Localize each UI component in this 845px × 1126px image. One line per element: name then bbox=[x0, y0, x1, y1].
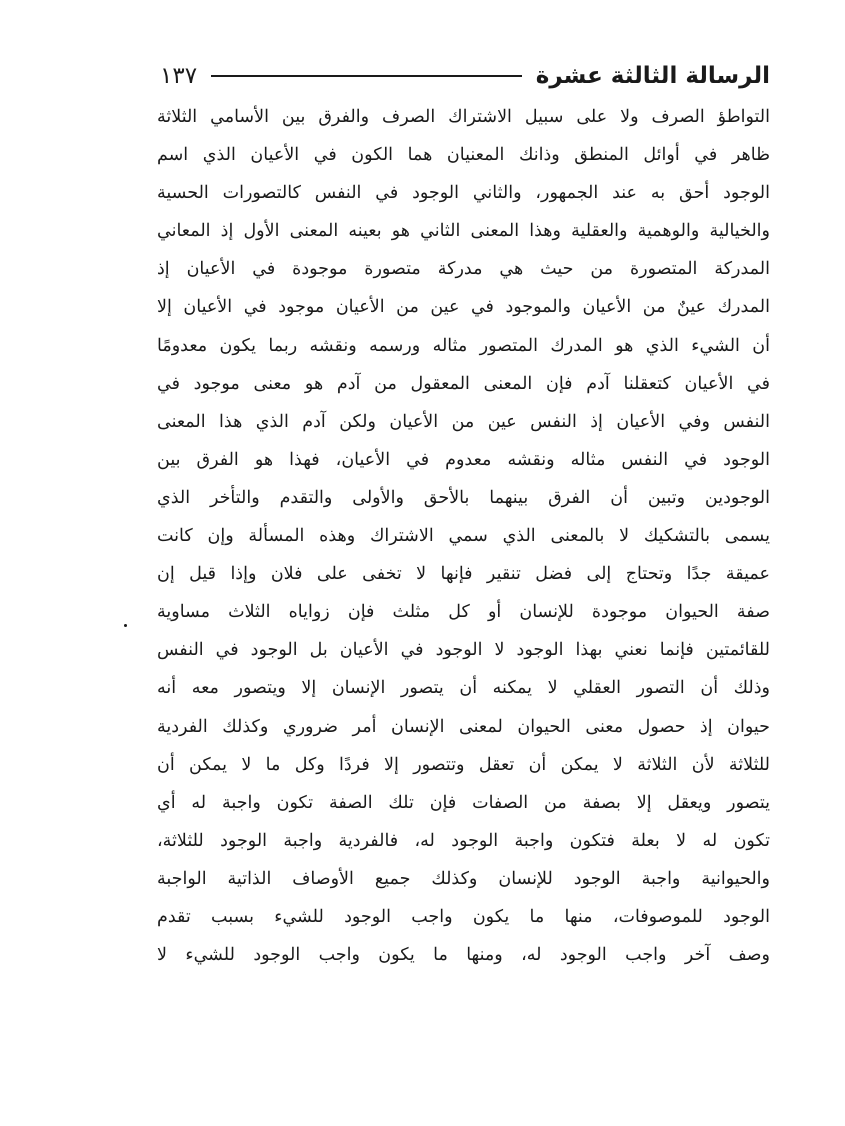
text-line: وصف آخر واجب الوجود له، ومنها ما يكون واجب الوجود للشيء لا bbox=[157, 945, 770, 966]
text-line: حيوان إذ حصول معنى الحيوان لمعنى الإنسان أمر ضروري وكذلك الفردية bbox=[157, 716, 770, 737]
text-line: الوجود للموصوفات، منها ما يكون واجب الوجود للشيء بسبب تقدم bbox=[157, 906, 770, 927]
text-line: الوجود في النفس مثاله ونقشه معدوم في الأعيان، فهذا هو الفرق بين bbox=[157, 449, 770, 470]
text-line: والحيوانية واجبة الوجود للإنسان وكذلك جميع الأوصاف الذاتية الواجبة bbox=[157, 868, 770, 889]
text-line: للثلاثة لأن الثلاثة لا يمكن أن تعقل وتتصور إلا فردًا وكل ما لا يمكن أن bbox=[157, 754, 770, 775]
text-line: تكون له لا بعلة فتكون واجبة الوجود له، فالفردية واجبة الوجود للثلاثة، bbox=[157, 830, 770, 851]
text-line: وذلك أن التصور العقلي لا يمكنه أن يتصور الإنسان إلا ويتصور معه أنه bbox=[157, 678, 770, 699]
text-line: النفس وفي الأعيان إذ النفس عين من الأعيان ولكن آدم الذي هذا المعنى bbox=[157, 411, 770, 432]
header-rule bbox=[211, 75, 522, 77]
margin-speck bbox=[124, 624, 127, 627]
text-line: والخيالية والوهمية والعقلية وهذا المعنى الثاني هو بعينه المعنى الأول إذ المعاني bbox=[157, 221, 770, 242]
text-line: أن الشيء الذي هو المدرك المتصور مثاله ورسمه ونقشه ربما يكون معدومًا bbox=[157, 335, 770, 356]
running-header bbox=[160, 54, 770, 98]
text-line: المدركة المتصورة من حيث هي مدركة متصورة موجودة في الأعيان إذ bbox=[157, 259, 770, 280]
body-text bbox=[157, 98, 770, 974]
text-line: ظاهر في أوائل المنطق وذانك المعنيان هما الكون في الأعيان الذي اسم bbox=[157, 145, 770, 166]
text-line: صفة الحيوان موجودة للإنسان أو كل مثلث فإن زواياه الثلاث مساوية bbox=[157, 602, 770, 623]
text-line: يسمى بالتشكيك لا بالمعنى الذي سمي الاشتراك وهذه المسألة وإن كانت bbox=[157, 526, 770, 547]
page-number: ١٣٧ bbox=[160, 63, 198, 89]
text-line: عميقة جدًا وتحتاج إلى فضل تنقير فإنها لا تخفى على فلان وإذا قيل إن bbox=[157, 564, 770, 585]
text-line: يتصور ويعقل إلا بصفة من الصفات فإن تلك الصفة تكون واجبة له أي bbox=[157, 792, 770, 813]
text-line: الوجودين وتبين أن الفرق بينهما بالأحق والأولى والتقدم والتأخر الذي bbox=[157, 487, 770, 508]
text-line: في الأعيان كتعقلنا آدم فإن المعنى المعقول من آدم هو معنى موجود في bbox=[157, 373, 770, 394]
chapter-title: الرسالة الثالثة عشرة bbox=[535, 63, 770, 89]
text-line: التواطؤ الصرف ولا على سبيل الاشتراك الصرف والفرق بين الأسامي الثلاثة bbox=[157, 107, 770, 127]
text-line: المدرك عينٌ من الأعيان والموجود في عين من الأعيان موجود في الأعيان إلا bbox=[157, 297, 770, 318]
text-line: للقائمتين فإنما نعني بهذا الوجود لا الوجود في الأعيان بل الوجود في النفس bbox=[157, 640, 770, 661]
text-line: الوجود أحق به عند الجمهور، والثاني الوجود في النفس كالتصورات الحسية bbox=[157, 183, 770, 204]
